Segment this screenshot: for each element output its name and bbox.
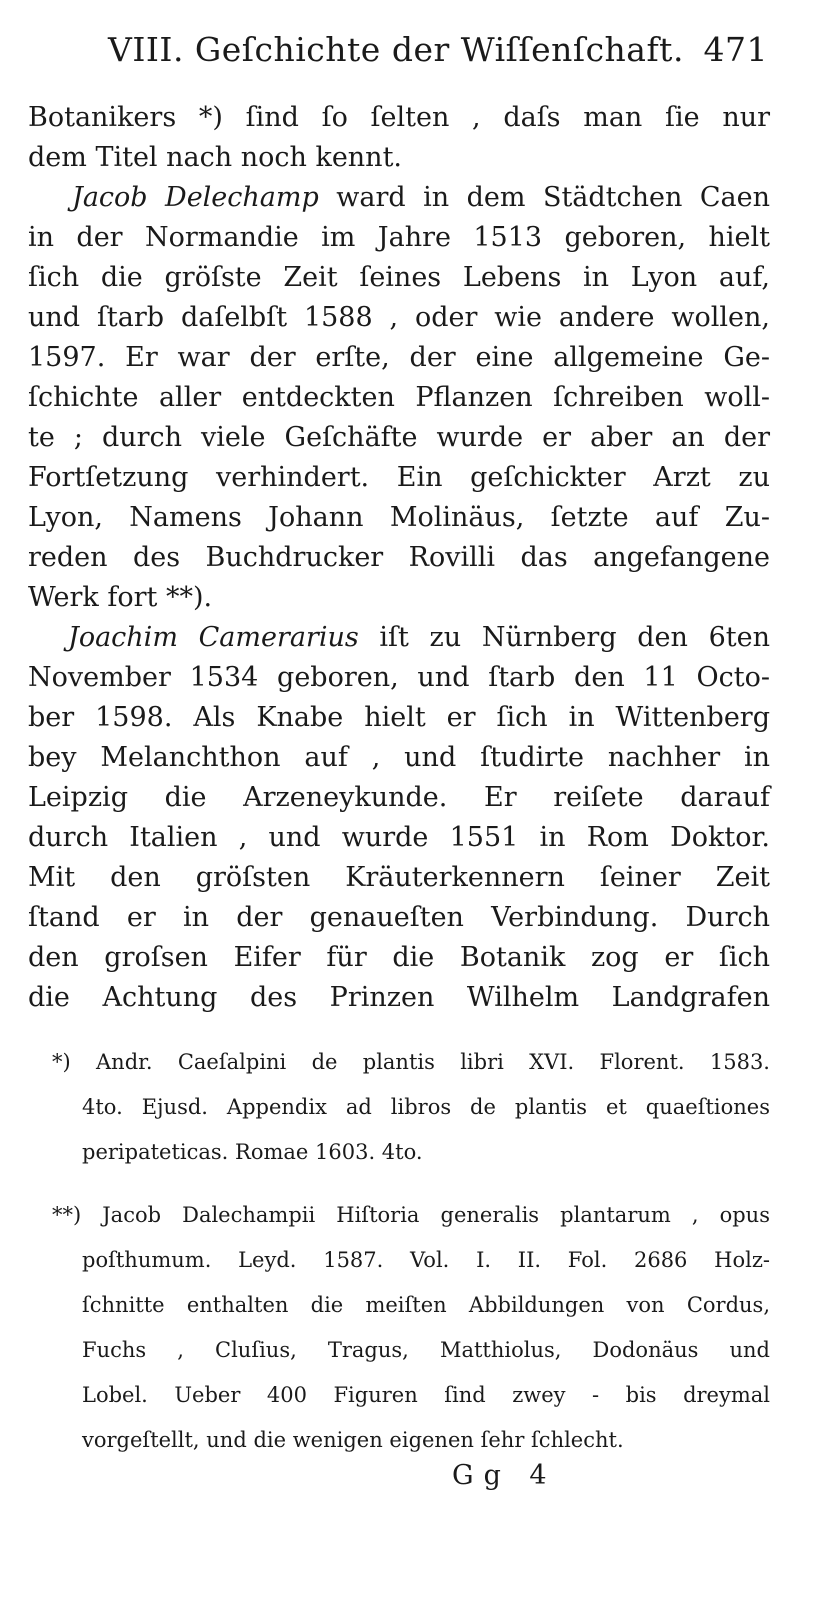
text-line: November 1534 geboren, und ſtarb den 11 Octo- xyxy=(28,662,770,693)
text-line: Joachim Camerarius iſt zu Nürnberg den 6ten xyxy=(68,622,770,653)
page-number: 471 xyxy=(703,30,768,69)
text-line: ſich die gröſste Zeit ſeines Lebens in Lyon auf, xyxy=(28,262,770,293)
text-line: ſtand er in der genaueſten Verbindung. Durch xyxy=(28,902,770,933)
text-line: Jacob Delechamp ward in dem Städtchen Caen xyxy=(72,182,771,213)
text-line: ſchichte aller entdeckten Pflanzen ſchreiben woll- xyxy=(28,382,770,413)
text-line: dem Titel nach noch kennt. xyxy=(28,142,403,173)
text-line: die Achtung des Prinzen Wilhelm Landgrafen xyxy=(28,982,770,1013)
footnote-1 xyxy=(52,1040,770,1175)
text-line: Lyon, Namens Johann Molinäus, ſetzte auf Zu- xyxy=(28,502,770,533)
footnote-line: 4to. Ejusd. Appendix ad libros de plantis et quaeſtiones xyxy=(82,1095,770,1119)
text-line: bey Melanchthon auf , und ſtudirte nachher in xyxy=(28,742,770,773)
chapter-title: VIII. Geſchichte der Wiſſenſchaft. xyxy=(108,30,684,69)
footnote-line: peripateticas. Romae 1603. 4to. xyxy=(82,1140,423,1164)
person-name: Joachim Camerarius xyxy=(68,622,359,653)
footnote-line: **) Jacob Dalechampii Hiſtoria generalis plantarum , opus xyxy=(52,1203,770,1227)
text-line: Mit den gröſsten Kräuterkennern ſeiner Zeit xyxy=(28,862,770,893)
footnote-line: poſthumum. Leyd. 1587. Vol. I. II. Fol. 2686 Holz- xyxy=(82,1248,770,1272)
footnote-line: *) Andr. Caeſalpini de plantis libri XVI. Florent. 1583. xyxy=(52,1050,770,1074)
text-line: reden des Buchdrucker Rovilli das angefangene xyxy=(28,542,770,573)
main-text xyxy=(28,98,770,1018)
footnote-spacer xyxy=(52,1175,770,1193)
text-line: und ſtarb daſelbſt 1588 , oder wie andere wollen, xyxy=(28,302,770,333)
text-line: durch Italien , und wurde 1551 in Rom Doktor. xyxy=(28,822,770,853)
person-name: Jacob Delechamp xyxy=(72,182,319,213)
text-line: 1597. Er war der erſte, der eine allgemeine Ge- xyxy=(28,342,770,373)
text-line: in der Normandie im Jahre 1513 geboren, hielt xyxy=(28,222,770,253)
text-line: Werk fort **). xyxy=(28,582,213,613)
text-line: te ; durch viele Geſchäfte wurde er aber an der xyxy=(28,422,770,453)
text-line: den groſsen Eifer für die Botanik zog er ſich xyxy=(28,942,770,973)
footnote-line: ſchnitte enthalten die meiſten Abbildungen von Cordus, xyxy=(82,1293,770,1317)
running-header xyxy=(108,22,768,78)
footnotes xyxy=(52,1040,770,1463)
text-line: Botanikers *) ſind ſo ſelten , daſs man ſie nur xyxy=(28,102,770,133)
text-line: Fortſetzung verhindert. Ein geſchickter Arzt zu xyxy=(28,462,770,493)
footnote-2 xyxy=(52,1193,770,1463)
footnote-line: Lobel. Ueber 400 Figuren ſind zwey - bis dreymal xyxy=(82,1383,770,1407)
footnote-line: vorgeſtellt, und die wenigen eigenen ſehr ſchlecht. xyxy=(82,1428,624,1452)
printer-signature: Gg 4 xyxy=(452,1460,557,1491)
text-line: ber 1598. Als Knabe hielt er ſich in Wittenberg xyxy=(28,702,770,733)
text-line: Leipzig die Arzeneykunde. Er reiſete darauf xyxy=(28,782,770,813)
footnote-line: Fuchs , Cluſius, Tragus, Matthiolus, Dodonäus und xyxy=(82,1338,770,1362)
